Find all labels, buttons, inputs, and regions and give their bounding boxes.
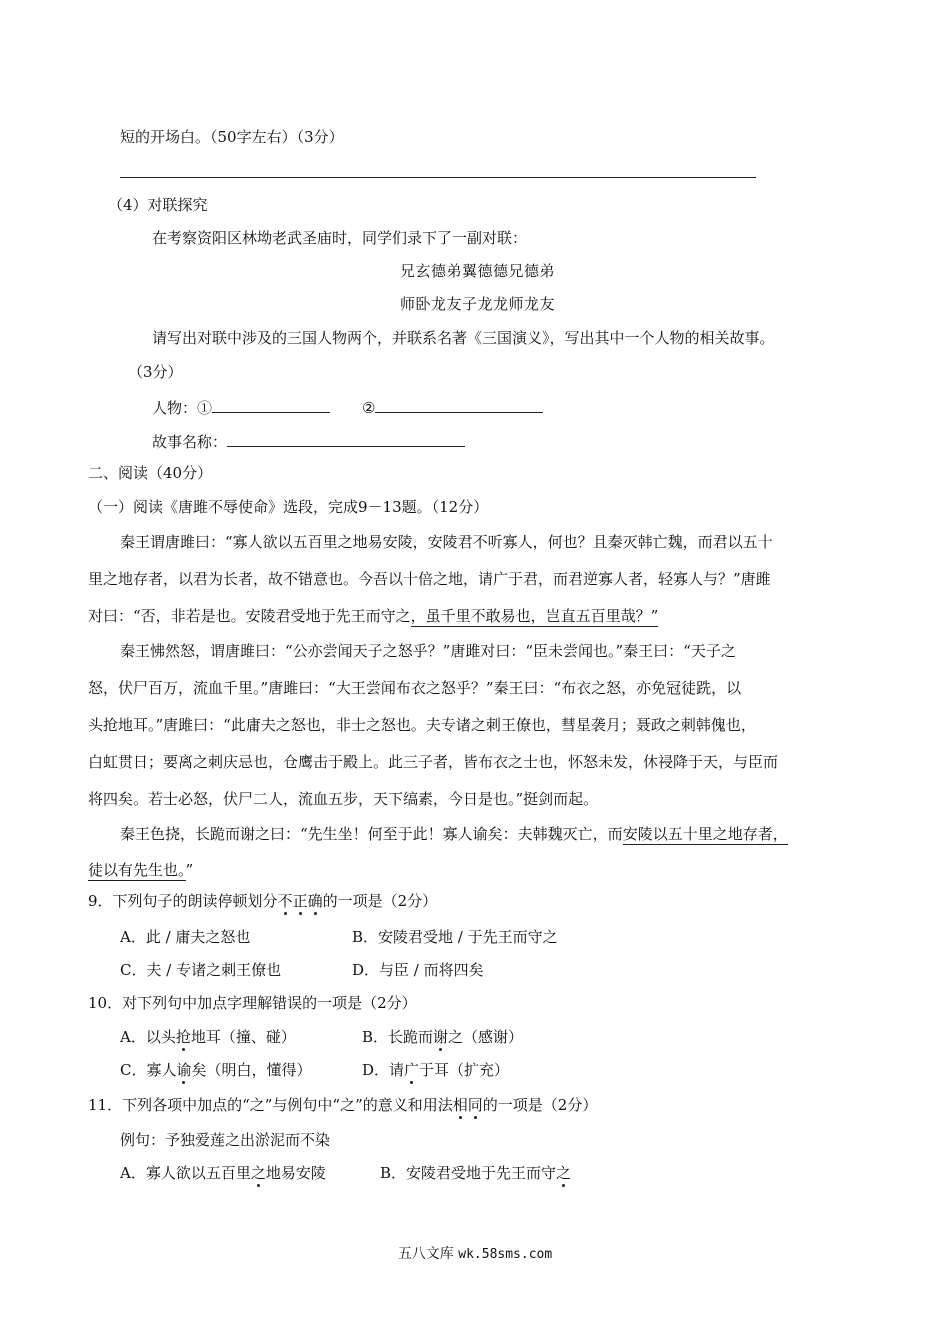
footer-url: wk.58sms.com <box>458 1247 553 1262</box>
q10-a-post: 地耳（撞、碰） <box>190 1028 296 1046</box>
q10-option-a <box>120 1026 296 1048</box>
q9-stem-pre: 9．下列句子的朗读停顿划分 <box>88 892 278 910</box>
q11-stem-pre: 11．下列各项中加点的“之”与例句中“之”的意义和用法 <box>88 1096 453 1114</box>
underlined-sentence-2a: 安陵以五十里之地存者， <box>622 825 788 843</box>
underlined-sentence-1: ，虽千里不敢易也，岂直五百里哉？” <box>410 607 659 625</box>
q10-b-dot: 谢 <box>433 1028 449 1046</box>
q4-task: 请写出对联中涉及的三国人物两个，并联系名著《三国演义》，写出其中一个人物的相关故事。 <box>152 329 775 347</box>
q11-dot-1: 相 <box>452 1096 468 1114</box>
q9-dot-3: 确 <box>307 892 323 910</box>
passage-p2-line-4: 白虹贯日；要离之刺庆忌也，仓鹰击于殿上。此三子者，皆布衣之士也，怀怒未发，休祲降于天，与臣而 <box>88 753 779 771</box>
intro-line: 短的开场白。（50字左右）（3分） <box>120 128 344 146</box>
person-2-mark: ② <box>362 399 376 417</box>
q11-stem <box>88 1094 597 1116</box>
couplet-line-1: 兄玄德弟翼德德兄德弟 <box>400 262 556 280</box>
answer-line <box>120 177 756 178</box>
q11-option-b <box>380 1162 571 1184</box>
q10-option-d <box>362 1059 509 1081</box>
q9-stem <box>88 890 437 912</box>
q10-stem: 10．对下列句中加点字理解错误的一项是（2分） <box>88 994 417 1012</box>
q9-option-d: D．与臣 / 而将四矣 <box>352 961 484 979</box>
q10-a-dot: 抢 <box>175 1028 191 1046</box>
passage-p3-line-2 <box>88 859 193 881</box>
q11-b-pre: B．安陵君受地于先王而守 <box>380 1164 557 1182</box>
q10-d-pre: D．请 <box>362 1061 405 1079</box>
passage-p1-line-1: 秦王谓唐雎曰：“寡人欲以五百里之地易安陵，安陵君不听寡人，何也？且秦灭韩亡魏，而君以五十 <box>120 533 773 551</box>
person-2-blank[interactable] <box>375 396 543 413</box>
q11-b-dot: 之 <box>556 1164 572 1182</box>
section-2-subtitle: （一）阅读《唐雎不辱使命》选段，完成9－13题。（12分） <box>88 498 489 516</box>
passage-p2-line-3: 头抢地耳。”唐雎曰：“此庸夫之怒也，非士之怒也。夫专诸之刺王僚也，彗星袭月；聂政之刺韩傀也， <box>88 716 756 734</box>
q11-a-dot: 之 <box>250 1164 266 1182</box>
q4-points: （3分） <box>128 363 183 381</box>
q9-stem-post: 的一项是（2分） <box>322 892 438 910</box>
section-2-title: 二、阅读（40分） <box>88 464 213 482</box>
passage-p3-line-1 <box>120 823 788 845</box>
q10-a-pre: A．以头 <box>120 1028 176 1046</box>
q9-option-a: A．此 / 庸夫之怒也 <box>120 928 251 946</box>
story-blank[interactable] <box>227 430 465 447</box>
q11-a-post: 地易安陵 <box>265 1164 326 1182</box>
passage-p1-line-3-text: 对曰：“否，非若是也。安陵君受地于先王而守之 <box>88 607 411 625</box>
q10-b-pre: B．长跪而 <box>362 1028 434 1046</box>
q9-option-c: C．夫 / 专诸之刺王僚也 <box>120 961 282 979</box>
footer-brand: 五八文库 <box>397 1246 454 1262</box>
passage-p1-line-2: 里之地存者，以君为长者，故不错意也。今吾以十倍之地，请广于君，而君逆寡人者，轻寡人与？”唐雎 <box>88 570 771 588</box>
q9-dot-2: 正 <box>292 892 308 910</box>
couplet-line-2: 师卧龙友子龙龙师龙友 <box>400 295 556 313</box>
passage-p3-line-1-text: 秦王色挠，长跪而谢之曰：“先生坐！何至于此！寡人谕矣：夫韩魏灭亡，而 <box>120 825 623 843</box>
story-label: 故事名称： <box>152 433 228 451</box>
q10-c-pre: C．寡人 <box>120 1061 177 1079</box>
q10-option-c <box>120 1059 312 1081</box>
passage-p2-line-1: 秦王怫然怒，谓唐雎曰：“公亦尝闻天子之怒乎？”唐雎对曰：“臣未尝闻也。”秦王曰：“天子之 <box>120 642 736 660</box>
q11-stem-post: 的一项是（2分） <box>482 1096 598 1114</box>
q9-option-b: B．安陵君受地 / 于先王而守之 <box>352 928 558 946</box>
q9-dot-1: 不 <box>277 892 293 910</box>
q10-d-post: 于耳（扩充） <box>419 1061 510 1079</box>
q4-heading: （4）对联探究 <box>108 196 208 214</box>
q10-b-post: 之（感谢） <box>448 1028 524 1046</box>
q11-example: 例句：予独爱莲之出淤泥而不染 <box>120 1131 331 1149</box>
person-1-blank[interactable] <box>212 396 330 413</box>
underlined-sentence-2b: 徒以有先生也。 <box>88 861 186 879</box>
passage-p2-line-2: 怒，伏尸百万，流血千里。”唐雎曰：“大王尝闻布衣之怒乎？”秦王曰：“布衣之怒，亦免冠徒跣，以 <box>88 679 742 697</box>
q11-option-a <box>120 1162 326 1184</box>
q10-option-b <box>362 1026 523 1048</box>
q11-dot-2: 同 <box>467 1096 483 1114</box>
footer-watermark <box>0 1244 950 1265</box>
passage-p3-line-2-end: ” <box>185 861 194 879</box>
q10-c-dot: 谕 <box>176 1061 192 1079</box>
persons-row <box>152 396 543 419</box>
q11-a-pre: A．寡人欲以五百里 <box>120 1164 251 1182</box>
passage-p1-line-3 <box>88 605 658 627</box>
story-row <box>152 430 465 453</box>
q4-context: 在考察资阳区林坳老武圣庙时，同学们录下了一副对联： <box>152 229 528 247</box>
persons-label: 人物：① <box>152 399 213 417</box>
q10-c-post: 矣（明白，懂得） <box>191 1061 312 1079</box>
q10-d-dot: 广 <box>404 1061 420 1079</box>
passage-p2-line-5: 将四矣。若士必怒，伏尸二人，流血五步，天下缟素，今日是也。”挺剑而起。 <box>88 790 599 808</box>
